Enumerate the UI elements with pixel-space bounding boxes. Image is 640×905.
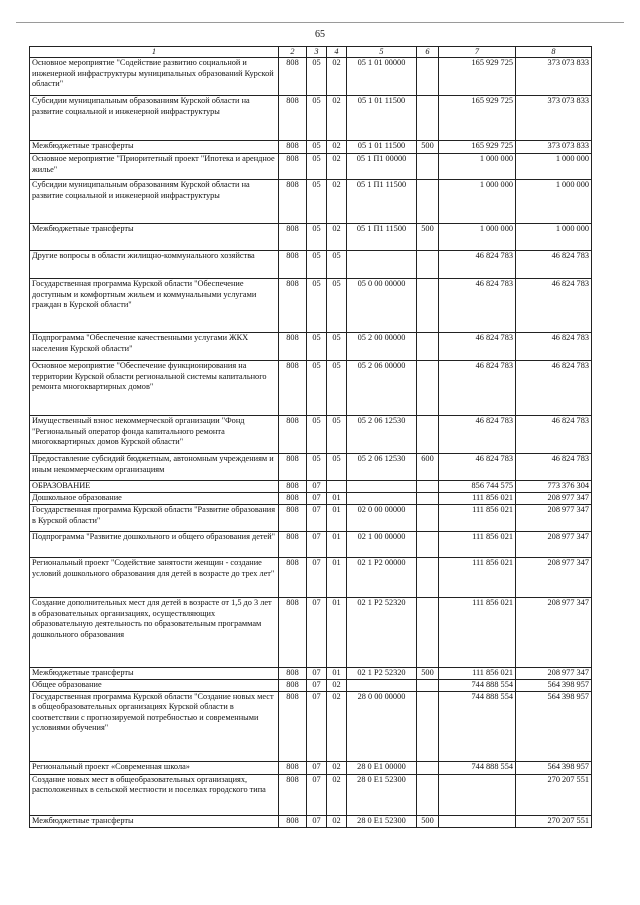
row-expense-type-cell xyxy=(417,333,439,361)
row-expense-type-cell xyxy=(417,251,439,279)
row-subsection-cell: 02 xyxy=(327,691,347,761)
row-name-cell: Межбюджетные трансферты xyxy=(30,224,279,251)
row-expense-type-cell xyxy=(417,558,439,598)
row-target-article-cell: 02 1 P2 52320 xyxy=(347,668,417,680)
row-amount-year1-cell: 111 856 021 xyxy=(439,493,516,505)
header-cell: 8 xyxy=(516,47,592,58)
row-name-cell: Межбюджетные трансферты xyxy=(30,668,279,680)
row-name-cell: Создание дополнительных мест для детей в возрасте от 1,5 до 3 лет в образовательных организациях, осуществляющих образовательную деятельность по образовательным программам дошкольного образования xyxy=(30,598,279,668)
row-amount-year2-cell: 1 000 000 xyxy=(516,180,592,224)
row-expense-type-cell xyxy=(417,481,439,493)
row-target-article-cell xyxy=(347,481,417,493)
row-grbs-cell: 808 xyxy=(279,598,307,668)
row-amount-year1-cell: 165 929 725 xyxy=(439,141,516,154)
row-amount-year2-cell: 270 207 551 xyxy=(516,815,592,827)
row-amount-year1-cell: 744 888 554 xyxy=(439,680,516,692)
row-section-cell: 07 xyxy=(307,505,327,532)
row-grbs-cell: 808 xyxy=(279,493,307,505)
row-amount-year2-cell: 373 073 833 xyxy=(516,96,592,141)
table-row xyxy=(30,481,592,493)
row-subsection-cell: 05 xyxy=(327,361,347,416)
row-section-cell: 07 xyxy=(307,481,327,493)
row-grbs-cell: 808 xyxy=(279,454,307,481)
row-amount-year2-cell: 46 824 783 xyxy=(516,454,592,481)
row-amount-year1-cell: 46 824 783 xyxy=(439,251,516,279)
row-section-cell: 07 xyxy=(307,774,327,815)
row-name-cell: Создание новых мест в общеобразовательных организациях, расположенных в сельской местности и поселках городского типа xyxy=(30,774,279,815)
header-cell: 6 xyxy=(417,47,439,58)
row-subsection-cell: 05 xyxy=(327,279,347,333)
table-row xyxy=(30,96,592,141)
row-expense-type-cell xyxy=(417,680,439,692)
row-grbs-cell: 808 xyxy=(279,558,307,598)
row-section-cell: 05 xyxy=(307,141,327,154)
row-section-cell: 07 xyxy=(307,680,327,692)
row-subsection-cell: 02 xyxy=(327,680,347,692)
row-target-article-cell xyxy=(347,680,417,692)
row-amount-year2-cell: 208 977 347 xyxy=(516,558,592,598)
row-name-cell: Общее образование xyxy=(30,680,279,692)
table-row xyxy=(30,154,592,180)
row-target-article-cell: 05 1 П1 00000 xyxy=(347,154,417,180)
row-amount-year1-cell xyxy=(439,774,516,815)
table-row xyxy=(30,251,592,279)
row-subsection-cell: 01 xyxy=(327,505,347,532)
row-name-cell: Предоставление субсидий бюджетным, автономным учреждениям и иным некоммерческим организациям xyxy=(30,454,279,481)
row-name-cell: Региональный проект "Содействие занятости женщин - создание условий дошкольного образования для детей в возрасте до трех лет" xyxy=(30,558,279,598)
row-grbs-cell: 808 xyxy=(279,361,307,416)
row-amount-year2-cell: 208 977 347 xyxy=(516,505,592,532)
row-amount-year1-cell: 744 888 554 xyxy=(439,691,516,761)
row-amount-year2-cell: 564 398 957 xyxy=(516,680,592,692)
row-name-cell: Межбюджетные трансферты xyxy=(30,815,279,827)
row-subsection-cell: 05 xyxy=(327,454,347,481)
row-target-article-cell: 02 0 00 00000 xyxy=(347,505,417,532)
table-row xyxy=(30,141,592,154)
row-target-article-cell: 05 2 00 00000 xyxy=(347,333,417,361)
row-section-cell: 05 xyxy=(307,361,327,416)
row-target-article-cell: 02 1 00 00000 xyxy=(347,532,417,558)
header-cell: 3 xyxy=(307,47,327,58)
row-amount-year1-cell: 46 824 783 xyxy=(439,279,516,333)
row-subsection-cell: 02 xyxy=(327,180,347,224)
row-target-article-cell: 28 0 E1 52300 xyxy=(347,815,417,827)
row-grbs-cell: 808 xyxy=(279,691,307,761)
row-grbs-cell: 808 xyxy=(279,251,307,279)
row-amount-year1-cell: 111 856 021 xyxy=(439,532,516,558)
row-name-cell: Имущественный взнос некоммерческой организации "Фонд "Региональный оператор фонда капитального ремонта многоквартирных домов Курской области" xyxy=(30,416,279,454)
row-amount-year2-cell: 208 977 347 xyxy=(516,493,592,505)
row-expense-type-cell xyxy=(417,505,439,532)
row-grbs-cell: 808 xyxy=(279,154,307,180)
row-expense-type-cell xyxy=(417,58,439,96)
row-amount-year1-cell: 1 000 000 xyxy=(439,180,516,224)
row-target-article-cell: 05 2 06 00000 xyxy=(347,361,417,416)
row-target-article-cell: 05 2 06 12530 xyxy=(347,454,417,481)
row-section-cell: 05 xyxy=(307,154,327,180)
row-amount-year1-cell xyxy=(439,815,516,827)
row-target-article-cell xyxy=(347,251,417,279)
row-subsection-cell: 02 xyxy=(327,154,347,180)
table-row xyxy=(30,761,592,774)
row-grbs-cell: 808 xyxy=(279,141,307,154)
row-amount-year1-cell: 46 824 783 xyxy=(439,333,516,361)
row-expense-type-cell xyxy=(417,598,439,668)
row-subsection-cell: 02 xyxy=(327,774,347,815)
row-amount-year1-cell: 111 856 021 xyxy=(439,505,516,532)
row-subsection-cell: 05 xyxy=(327,333,347,361)
table-body xyxy=(30,58,592,828)
row-amount-year2-cell: 373 073 833 xyxy=(516,58,592,96)
row-target-article-cell: 28 0 00 00000 xyxy=(347,691,417,761)
row-expense-type-cell: 500 xyxy=(417,668,439,680)
table-row xyxy=(30,815,592,827)
row-amount-year2-cell: 208 977 347 xyxy=(516,668,592,680)
table-row xyxy=(30,774,592,815)
row-section-cell: 07 xyxy=(307,493,327,505)
row-amount-year2-cell: 208 977 347 xyxy=(516,532,592,558)
table-row xyxy=(30,454,592,481)
row-grbs-cell: 808 xyxy=(279,761,307,774)
row-amount-year2-cell: 46 824 783 xyxy=(516,251,592,279)
row-grbs-cell: 808 xyxy=(279,180,307,224)
row-section-cell: 05 xyxy=(307,180,327,224)
row-target-article-cell xyxy=(347,493,417,505)
table-row xyxy=(30,532,592,558)
row-section-cell: 05 xyxy=(307,58,327,96)
header-cell: 5 xyxy=(347,47,417,58)
row-amount-year1-cell: 856 744 575 xyxy=(439,481,516,493)
row-grbs-cell: 808 xyxy=(279,279,307,333)
row-section-cell: 05 xyxy=(307,454,327,481)
row-name-cell: Региональный проект «Современная школа» xyxy=(30,761,279,774)
row-name-cell: Основное мероприятие "Приоритетный проект "Ипотека и арендное жилье" xyxy=(30,154,279,180)
row-amount-year2-cell: 46 824 783 xyxy=(516,279,592,333)
row-section-cell: 07 xyxy=(307,761,327,774)
row-name-cell: Дошкольное образование xyxy=(30,493,279,505)
row-expense-type-cell xyxy=(417,493,439,505)
row-section-cell: 07 xyxy=(307,691,327,761)
row-name-cell: Межбюджетные трансферты xyxy=(30,141,279,154)
row-expense-type-cell xyxy=(417,774,439,815)
row-expense-type-cell: 500 xyxy=(417,815,439,827)
row-amount-year2-cell: 1 000 000 xyxy=(516,224,592,251)
row-amount-year1-cell: 46 824 783 xyxy=(439,361,516,416)
row-target-article-cell: 28 0 E1 52300 xyxy=(347,774,417,815)
row-expense-type-cell xyxy=(417,361,439,416)
table-row xyxy=(30,505,592,532)
row-grbs-cell: 808 xyxy=(279,774,307,815)
row-amount-year1-cell: 111 856 021 xyxy=(439,668,516,680)
row-section-cell: 05 xyxy=(307,333,327,361)
row-section-cell: 05 xyxy=(307,96,327,141)
header-cell: 2 xyxy=(279,47,307,58)
table-row xyxy=(30,558,592,598)
row-amount-year2-cell: 270 207 551 xyxy=(516,774,592,815)
row-name-cell: Субсидии муниципальным образованиям Курской области на развитие социальной и инженерной инфраструктуры xyxy=(30,96,279,141)
row-amount-year1-cell: 1 000 000 xyxy=(439,224,516,251)
row-section-cell: 05 xyxy=(307,224,327,251)
row-subsection-cell: 02 xyxy=(327,96,347,141)
row-expense-type-cell: 500 xyxy=(417,224,439,251)
row-subsection-cell: 05 xyxy=(327,416,347,454)
header-row xyxy=(30,47,592,58)
table-row xyxy=(30,58,592,96)
row-grbs-cell: 808 xyxy=(279,481,307,493)
row-subsection-cell: 01 xyxy=(327,532,347,558)
row-grbs-cell: 808 xyxy=(279,416,307,454)
row-target-article-cell: 05 1 01 00000 xyxy=(347,58,417,96)
row-amount-year2-cell: 1 000 000 xyxy=(516,154,592,180)
row-expense-type-cell xyxy=(417,532,439,558)
row-grbs-cell: 808 xyxy=(279,505,307,532)
row-amount-year2-cell: 46 824 783 xyxy=(516,416,592,454)
row-name-cell: Основное мероприятие "Обеспечение функционирования на территории Курской области региональной системы капитального ремонта многоквартирных домов" xyxy=(30,361,279,416)
row-amount-year1-cell: 165 929 725 xyxy=(439,58,516,96)
row-expense-type-cell xyxy=(417,761,439,774)
row-section-cell: 07 xyxy=(307,815,327,827)
header-cell: 4 xyxy=(327,47,347,58)
row-amount-year2-cell: 564 398 957 xyxy=(516,761,592,774)
row-amount-year1-cell: 111 856 021 xyxy=(439,558,516,598)
table-row xyxy=(30,416,592,454)
row-name-cell: Государственная программа Курской области "Обеспечение доступным и комфортным жильем и коммунальными услугами граждан в Курской области" xyxy=(30,279,279,333)
table-row xyxy=(30,598,592,668)
row-amount-year2-cell: 46 824 783 xyxy=(516,333,592,361)
table-row xyxy=(30,680,592,692)
row-subsection-cell: 01 xyxy=(327,598,347,668)
row-grbs-cell: 808 xyxy=(279,58,307,96)
table-row xyxy=(30,180,592,224)
row-section-cell: 07 xyxy=(307,558,327,598)
row-target-article-cell: 05 1 01 11500 xyxy=(347,141,417,154)
row-subsection-cell: 02 xyxy=(327,815,347,827)
row-grbs-cell: 808 xyxy=(279,668,307,680)
row-amount-year1-cell: 111 856 021 xyxy=(439,598,516,668)
row-amount-year2-cell: 373 073 833 xyxy=(516,141,592,154)
row-expense-type-cell: 600 xyxy=(417,454,439,481)
row-target-article-cell: 05 2 06 12530 xyxy=(347,416,417,454)
header-cell: 7 xyxy=(439,47,516,58)
row-subsection-cell: 02 xyxy=(327,141,347,154)
top-rule xyxy=(16,22,624,23)
row-target-article-cell: 02 1 P2 52320 xyxy=(347,598,417,668)
table-row xyxy=(30,361,592,416)
row-expense-type-cell xyxy=(417,691,439,761)
row-subsection-cell: 02 xyxy=(327,224,347,251)
row-grbs-cell: 808 xyxy=(279,532,307,558)
row-grbs-cell: 808 xyxy=(279,96,307,141)
row-expense-type-cell xyxy=(417,279,439,333)
row-amount-year2-cell: 564 398 957 xyxy=(516,691,592,761)
row-expense-type-cell xyxy=(417,180,439,224)
row-amount-year2-cell: 773 376 304 xyxy=(516,481,592,493)
row-name-cell: Подпрограмма "Обеспечение качественными услугами ЖКХ населения Курской области" xyxy=(30,333,279,361)
row-expense-type-cell: 500 xyxy=(417,141,439,154)
row-subsection-cell: 01 xyxy=(327,493,347,505)
row-name-cell: Государственная программа Курской области "Создание новых мест в общеобразовательных организациях Курской области в соответствии с прогнозируемой потребностью и современными условиями обучения" xyxy=(30,691,279,761)
row-expense-type-cell xyxy=(417,96,439,141)
row-name-cell: Подпрограмма "Развитие дошкольного и общего образования детей" xyxy=(30,532,279,558)
row-grbs-cell: 808 xyxy=(279,680,307,692)
row-subsection-cell: 01 xyxy=(327,558,347,598)
row-amount-year1-cell: 165 929 725 xyxy=(439,96,516,141)
row-target-article-cell: 28 0 E1 00000 xyxy=(347,761,417,774)
row-section-cell: 07 xyxy=(307,532,327,558)
row-target-article-cell: 05 0 00 00000 xyxy=(347,279,417,333)
row-amount-year2-cell: 46 824 783 xyxy=(516,361,592,416)
table-row xyxy=(30,333,592,361)
header-cell: 1 xyxy=(30,47,279,58)
row-subsection-cell xyxy=(327,481,347,493)
row-subsection-cell: 02 xyxy=(327,58,347,96)
row-section-cell: 07 xyxy=(307,668,327,680)
row-name-cell: Субсидии муниципальным образованиям Курской области на развитие социальной и инженерной инфраструктуры xyxy=(30,180,279,224)
table-row xyxy=(30,279,592,333)
row-name-cell: ОБРАЗОВАНИЕ xyxy=(30,481,279,493)
row-amount-year1-cell: 46 824 783 xyxy=(439,454,516,481)
row-section-cell: 05 xyxy=(307,251,327,279)
row-expense-type-cell xyxy=(417,154,439,180)
row-subsection-cell: 01 xyxy=(327,668,347,680)
table-row xyxy=(30,493,592,505)
row-section-cell: 05 xyxy=(307,279,327,333)
row-subsection-cell: 02 xyxy=(327,761,347,774)
row-section-cell: 05 xyxy=(307,416,327,454)
row-target-article-cell: 05 1 01 11500 xyxy=(347,96,417,141)
row-amount-year1-cell: 1 000 000 xyxy=(439,154,516,180)
table-row xyxy=(30,668,592,680)
row-target-article-cell: 05 1 П1 11500 xyxy=(347,224,417,251)
row-target-article-cell: 05 1 П1 11500 xyxy=(347,180,417,224)
row-grbs-cell: 808 xyxy=(279,224,307,251)
row-section-cell: 07 xyxy=(307,598,327,668)
table-row xyxy=(30,691,592,761)
row-subsection-cell: 05 xyxy=(327,251,347,279)
row-amount-year1-cell: 46 824 783 xyxy=(439,416,516,454)
row-name-cell: Другие вопросы в области жилищно-коммунального хозяйства xyxy=(30,251,279,279)
budget-table xyxy=(29,46,592,828)
row-amount-year2-cell: 208 977 347 xyxy=(516,598,592,668)
row-name-cell: Основное мероприятие "Содействие развитию социальной и инженерной инфраструктуры муниципальных образований Курской области" xyxy=(30,58,279,96)
row-expense-type-cell xyxy=(417,416,439,454)
row-grbs-cell: 808 xyxy=(279,815,307,827)
row-target-article-cell: 02 1 P2 00000 xyxy=(347,558,417,598)
table-row xyxy=(30,224,592,251)
row-name-cell: Государственная программа Курской области "Развитие образования в Курской области" xyxy=(30,505,279,532)
page-number: 65 xyxy=(315,29,325,40)
row-amount-year1-cell: 744 888 554 xyxy=(439,761,516,774)
row-grbs-cell: 808 xyxy=(279,333,307,361)
